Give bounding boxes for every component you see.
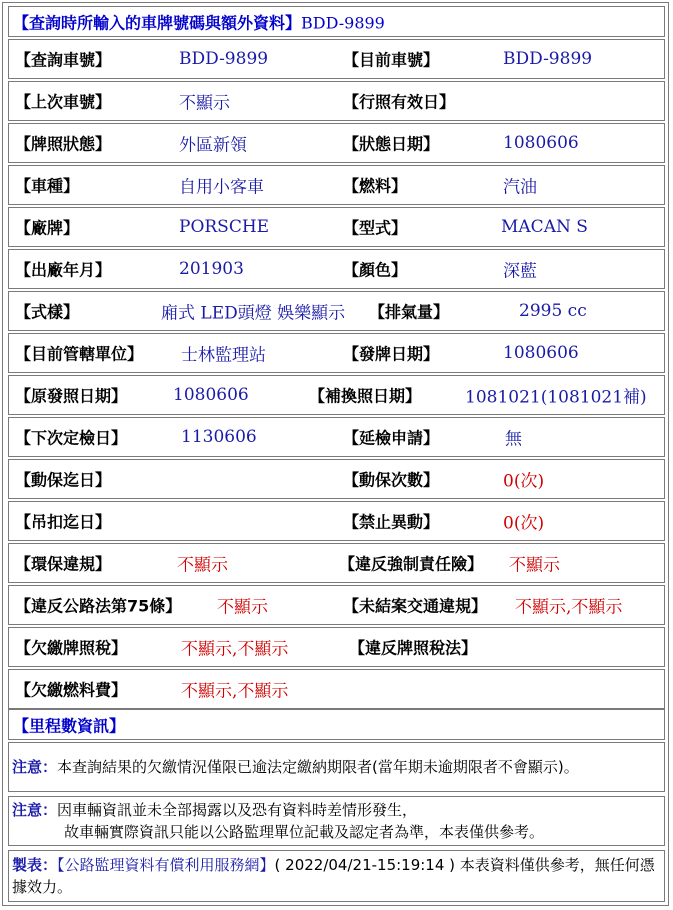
query-header-plate: BDD-9899 <box>301 13 385 32</box>
query-header-title: 【查詢時所輸入的車牌號碼與額外資料】 <box>13 13 302 32</box>
note-disclaimer-line2: 故車輛實際資訊只能以公路監理單位記載及認定者為準，本表僅供參考。 <box>64 823 545 841</box>
mileage-title: 【里程數資訊】 <box>13 716 126 735</box>
field-value: 1081021(1081021補) <box>465 387 647 408</box>
field-value: 不顯示 <box>217 597 268 618</box>
note-overdue <box>12 756 661 778</box>
field-label: 【車種】 <box>15 176 80 196</box>
field-value: 深藍 <box>503 261 537 282</box>
field-label: 【顏色】 <box>343 260 408 280</box>
data-row <box>8 165 665 205</box>
field-label: 【型式】 <box>343 218 408 238</box>
field-value: 0(次) <box>503 513 545 534</box>
field-value: 不顯示 <box>177 555 228 576</box>
data-row <box>8 39 665 79</box>
field-label: 【燃料】 <box>343 176 408 196</box>
field-label: 【上次車號】 <box>15 92 112 112</box>
data-row <box>8 81 665 121</box>
field-value: MACAN S <box>501 217 588 237</box>
footer-note <box>12 854 661 898</box>
mileage-row <box>8 709 665 740</box>
field-label: 【出廠年月】 <box>15 260 112 280</box>
field-label: 【禁止異動】 <box>343 512 440 532</box>
data-row <box>8 585 665 625</box>
field-value: 201903 <box>179 259 244 279</box>
field-value: 廂式 LED頭燈 娛樂顯示 <box>161 303 346 324</box>
field-value: 不顯示,不顯示 <box>515 597 623 618</box>
field-label: 【牌照狀態】 <box>15 134 112 154</box>
field-label: 【吊扣迄日】 <box>15 512 112 532</box>
field-value: 2995 cc <box>519 301 587 321</box>
data-row <box>8 291 665 331</box>
note-disclaimer <box>12 799 661 843</box>
data-row <box>8 669 665 709</box>
field-label: 【下次定檢日】 <box>15 428 128 448</box>
data-row <box>8 123 665 163</box>
field-label: 【目前管轄單位】 <box>15 344 144 364</box>
field-label: 【欠繳燃料費】 <box>15 680 128 700</box>
field-label: 【發牌日期】 <box>343 344 440 364</box>
field-value: BDD-9899 <box>179 49 269 69</box>
field-value: 無 <box>505 429 522 450</box>
field-label: 【延檢申請】 <box>343 428 440 448</box>
field-value: 1080606 <box>503 343 579 363</box>
data-row <box>8 333 665 373</box>
data-row <box>8 249 665 289</box>
field-value: 不顯示 <box>179 93 230 114</box>
field-label: 【查詢車號】 <box>15 50 112 70</box>
footer-label: 製表： <box>12 856 58 874</box>
field-label: 【環保違規】 <box>15 554 112 574</box>
data-row <box>8 375 665 415</box>
field-value: 0(次) <box>503 471 545 492</box>
footer-row <box>8 850 665 902</box>
field-label: 【違反強制責任險】 <box>339 554 484 574</box>
field-value: BDD-9899 <box>503 49 593 69</box>
field-label: 【排氣量】 <box>369 302 450 322</box>
field-label: 【違反公路法第75條】 <box>15 596 182 616</box>
note-overdue-label: 注意： <box>12 758 58 776</box>
field-label: 【動保迄日】 <box>15 470 112 490</box>
note-disclaimer-row <box>8 796 665 846</box>
field-value: 士林監理站 <box>181 345 266 366</box>
data-row <box>8 207 665 247</box>
field-value: 自用小客車 <box>179 177 264 198</box>
field-value: 不顯示,不顯示 <box>181 639 289 660</box>
field-label: 【行照有效日】 <box>343 92 456 112</box>
field-label: 【廠牌】 <box>15 218 80 238</box>
field-label: 【欠繳牌照稅】 <box>15 638 128 658</box>
footer-text: ( 2022/04/21-15:19:14 ) 本表資料僅供參考，無任何憑據效力。 <box>12 856 655 896</box>
field-label: 【動保次數】 <box>343 470 440 490</box>
data-row <box>8 417 665 457</box>
field-label: 【狀態日期】 <box>343 134 440 154</box>
field-value: 不顯示 <box>509 555 560 576</box>
note-overdue-row <box>8 742 665 792</box>
field-label: 【違反牌照稅法】 <box>349 638 478 658</box>
field-value: 1130606 <box>181 427 257 447</box>
data-row <box>8 627 665 667</box>
note-overdue-text: 本查詢結果的欠繳情況僅限已逾法定繳納期限者(當年期未逾期限者不會顯示)。 <box>57 758 579 776</box>
field-label: 【原發照日期】 <box>15 386 128 406</box>
query-header-row <box>8 6 665 37</box>
field-label: 【補換照日期】 <box>309 386 422 406</box>
field-label: 【式樣】 <box>15 302 80 322</box>
field-value: 1080606 <box>173 385 249 405</box>
footer-source: 【公路監理資料有償利用服務網】 <box>57 856 275 874</box>
field-value: 不顯示,不顯示 <box>181 681 289 702</box>
field-value: 汽油 <box>503 177 537 198</box>
data-row <box>8 501 665 541</box>
field-value: 1080606 <box>503 133 579 153</box>
query-header <box>13 10 385 33</box>
note-disclaimer-line1: 因車輛資訊並未全部揭露以及恐有資料時差情形發生， <box>57 801 418 819</box>
field-label: 【未結案交通違規】 <box>343 596 488 616</box>
field-label: 【目前車號】 <box>343 50 440 70</box>
field-value: 外區新領 <box>179 135 247 156</box>
data-row <box>8 543 665 583</box>
field-value: PORSCHE <box>179 217 270 237</box>
data-row <box>8 459 665 499</box>
note-disclaimer-label: 注意： <box>12 801 58 819</box>
